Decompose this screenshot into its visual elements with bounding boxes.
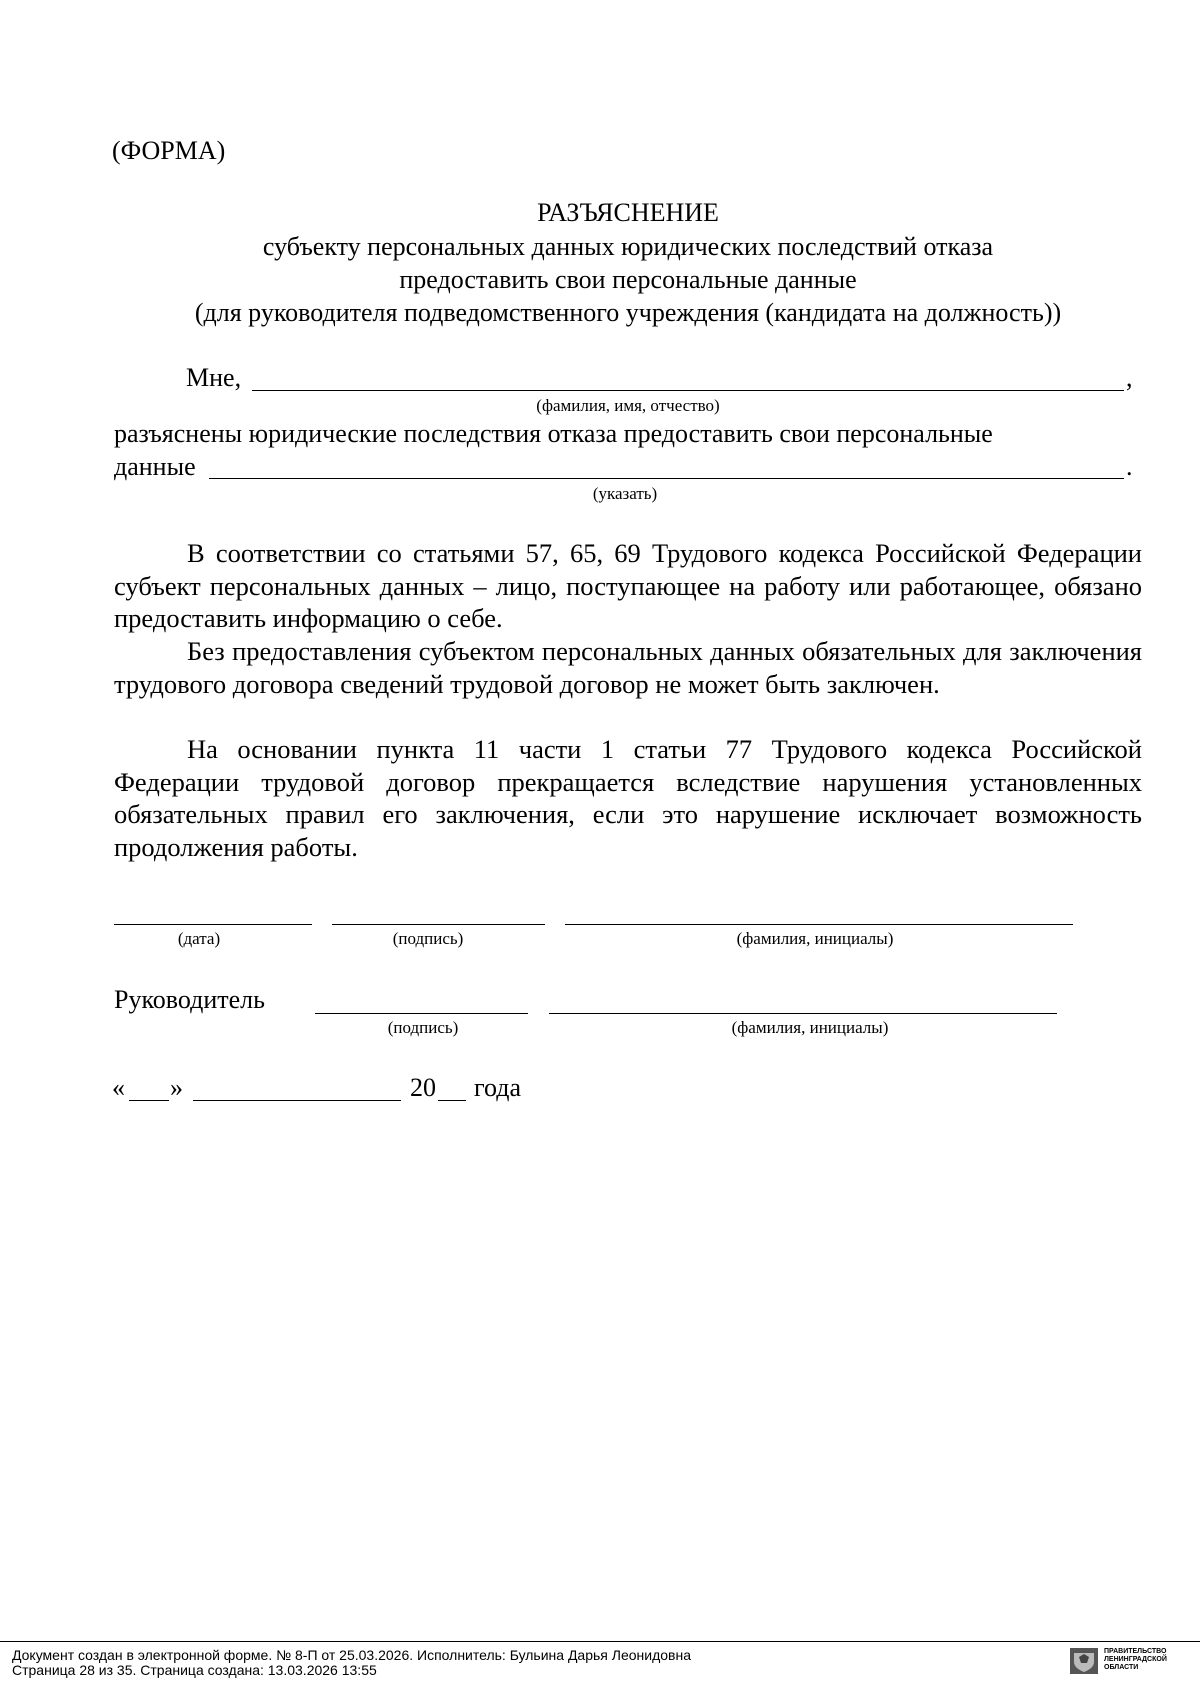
subtitle-line-3: (для руководителя подведомственного учреждения (кандидата на должность)): [194, 298, 1062, 327]
close-quote: »: [170, 1073, 183, 1102]
manager-name-caption: (фамилия, инициалы): [731, 1018, 889, 1037]
subtitle-line-1: субъекту персональных данных юридических последствий отказа: [262, 232, 994, 261]
paragraph-1: В соответствии со статьями 57, 65, 69 Трудового кодекса Российской Федерации субъект персональных данных – лицо, поступающее на работу или работающее, обязано предоставить информацию о себе.: [114, 538, 1142, 633]
footer-line-1: Документ создан в электронной форме. № 8-П от 25.03.2026. Исполнитель: Бульина Дарья Леонидовна: [12, 1647, 691, 1663]
signature-line[interactable]: [332, 924, 545, 925]
year-word: года: [474, 1073, 522, 1102]
me-suffix: ,: [1126, 363, 1133, 392]
day-line[interactable]: [129, 1100, 169, 1101]
date-line[interactable]: [114, 924, 312, 925]
explained-line: разъяснены юридические последствия отказа предоставить свои персональные: [114, 419, 993, 448]
full-name-caption: (фамилия, имя, отчество): [536, 396, 720, 415]
paragraph-3: На основании пункта 11 части 1 статьи 77 Трудового кодекса Российской Федерации трудовой договор прекращается вследствие нарушения установленных обязательных правил его заключения, если это нарушение исключает возможность продолжения работы.: [114, 734, 1142, 862]
subtitle-line-2: предоставить свои персональные данные: [399, 265, 857, 294]
full-name-line[interactable]: [252, 390, 1124, 391]
manager-name-line[interactable]: [549, 1013, 1057, 1014]
manager-signature-line[interactable]: [315, 1013, 528, 1014]
manager-signature-caption: (подпись): [387, 1018, 459, 1037]
coat-of-arms-icon: [1070, 1648, 1098, 1674]
year-line[interactable]: [438, 1100, 466, 1101]
year-prefix: 20: [410, 1073, 436, 1102]
form-label: (ФОРМА): [112, 136, 226, 165]
signature-caption: (подпись): [392, 929, 464, 948]
me-prefix: Мне,: [186, 363, 242, 392]
specify-caption: (указать): [592, 484, 658, 503]
footer-logo-text: ПРАВИТЕЛЬСТВО ЛЕНИНГРАДСКОЙ ОБЛАСТИ: [1104, 1648, 1167, 1671]
date-caption: (дата): [177, 929, 221, 948]
name-initials-caption: (фамилия, инициалы): [736, 929, 894, 948]
month-line[interactable]: [193, 1100, 401, 1101]
footer-divider: [0, 1641, 1200, 1642]
document-title: РАЗЪЯСНЕНИЕ: [537, 198, 719, 227]
open-quote: «: [112, 1073, 125, 1102]
data-suffix: .: [1126, 452, 1133, 481]
name-initials-line[interactable]: [565, 924, 1073, 925]
paragraph-2: Без предоставления субъектом персональных данных обязательных для заключения трудового договора сведений трудовой договор не может быть заключен.: [114, 636, 1142, 699]
footer-line-2: Страница 28 из 35. Страница создана: 13.03.2026 13:55: [12, 1662, 377, 1678]
manager-label: Руководитель: [114, 985, 265, 1014]
specify-line[interactable]: [209, 478, 1124, 479]
data-prefix: данные: [114, 452, 196, 481]
